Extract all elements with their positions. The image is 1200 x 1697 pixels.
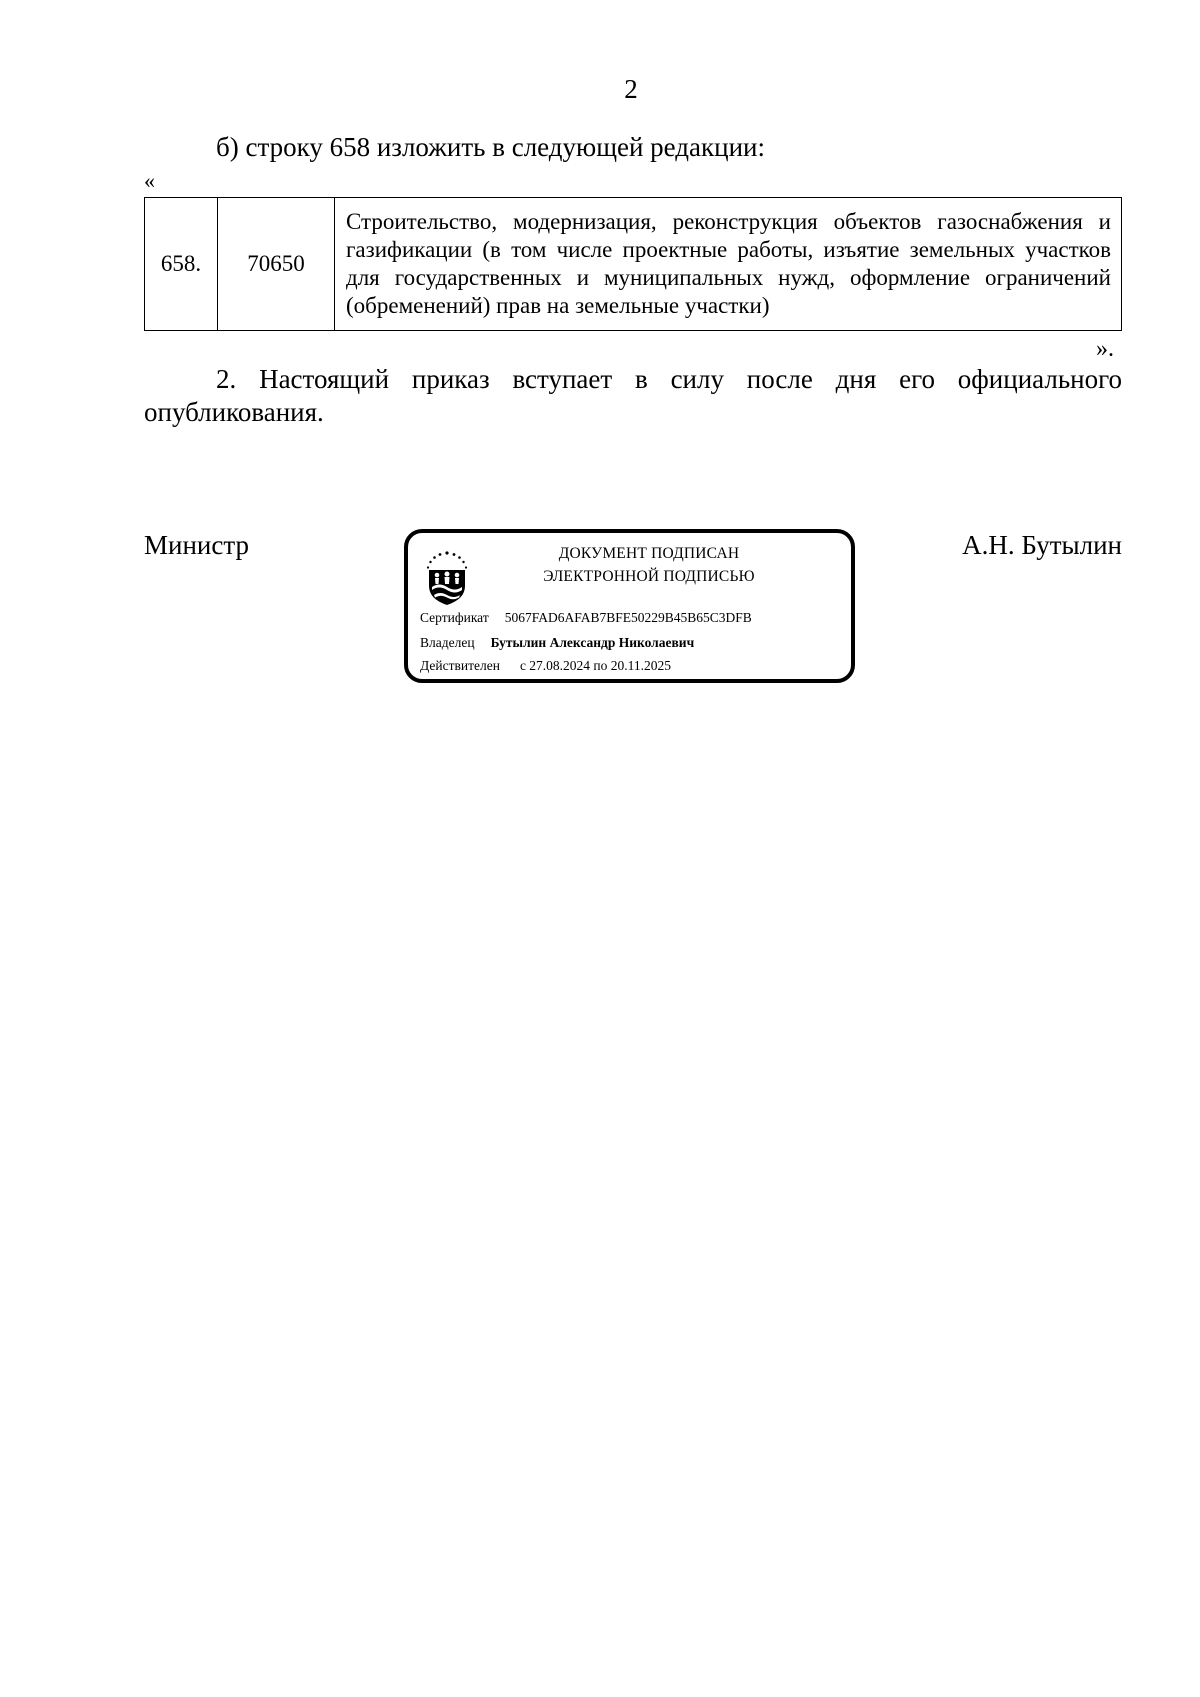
signatory-name: А.Н. Бутылин <box>962 530 1122 560</box>
stamp-heading-line-1: ДОКУМЕНТ ПОДПИСАН <box>558 545 740 562</box>
opening-quote: « <box>144 168 155 193</box>
row-description-cell: Строительство, модернизация, реконструкция объектов газоснабжения и газификации (в том числе проектные работы, изъятие земельных участков для государственных и муниципальных нужд, оформление ограничений (обременений) прав на земельные участки) <box>335 198 1122 331</box>
certificate-value: 5067FAD6AFAB7BFE50229B45B65C3DFB <box>504 610 752 625</box>
stamp-certificate-row <box>420 610 752 626</box>
validity-label: Действителен <box>420 658 500 673</box>
row-code-cell: 70650 <box>218 198 335 331</box>
table-row <box>145 198 1122 331</box>
row-number-cell: 658. <box>145 198 218 331</box>
certificate-label: Сертификат <box>420 610 489 625</box>
closing-quote: ». <box>1096 336 1114 362</box>
owner-label: Владелец <box>420 635 475 650</box>
signatory-title: Министр <box>144 530 249 560</box>
stamp-heading <box>504 542 794 588</box>
validity-value: с 27.08.2024 по 20.11.2025 <box>519 658 672 673</box>
page-number: 2 <box>624 74 638 104</box>
stamp-heading-line-2: ЭЛЕКТРОННОЙ ПОДПИСЬЮ <box>543 568 755 585</box>
paragraph-2: 2. Настоящий приказ вступает в силу после дня его официального опубликования. <box>144 364 1122 427</box>
amendment-intro: б) строку 658 изложить в следующей редакции: <box>216 132 765 162</box>
region-coat-of-arms-icon <box>420 547 474 607</box>
amendment-table <box>144 197 1122 331</box>
stamp-validity-row <box>420 658 671 674</box>
owner-value: Бутылин Александр Николаевич <box>490 635 695 650</box>
stamp-owner-row <box>420 635 694 651</box>
electronic-signature-stamp <box>404 529 855 683</box>
